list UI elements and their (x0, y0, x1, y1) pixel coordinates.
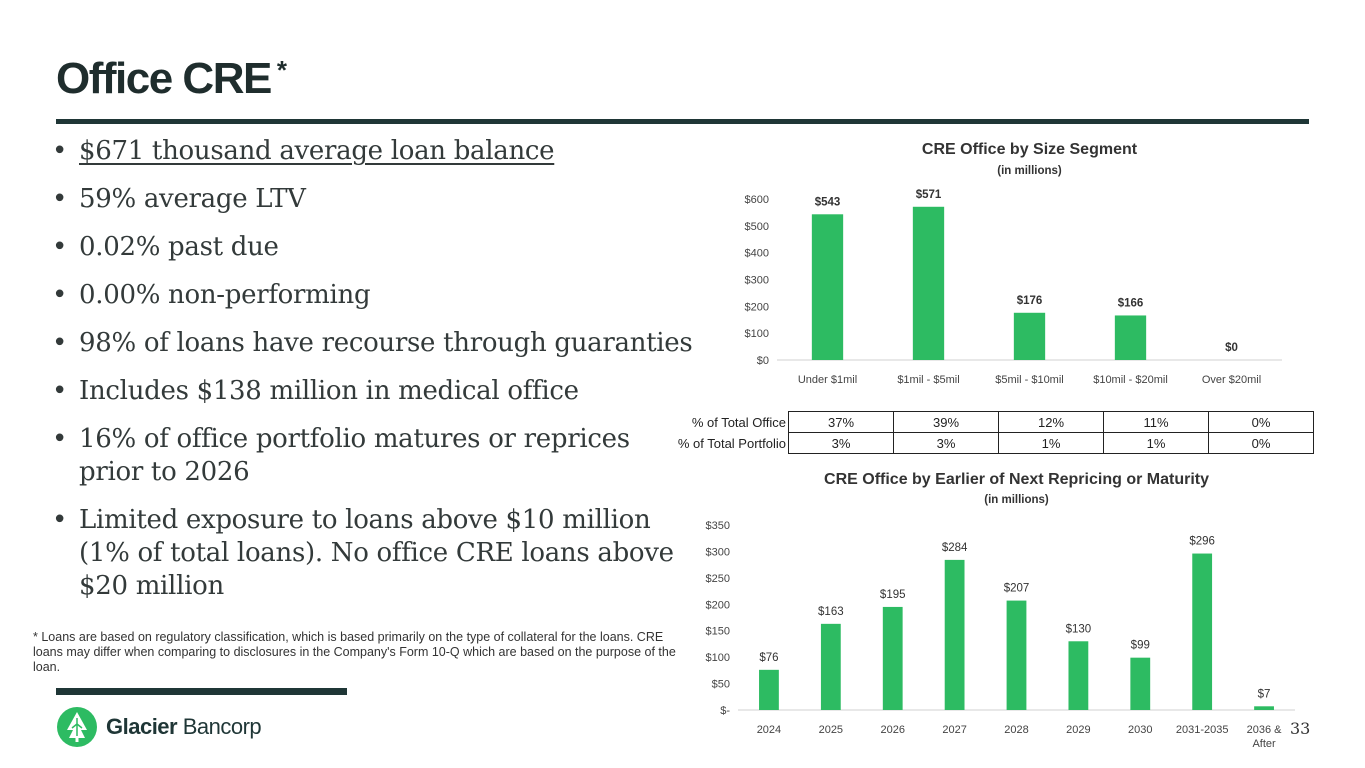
y-tick-label: $300 (705, 546, 730, 559)
percent-cell: 3% (789, 433, 894, 454)
y-tick-label: $600 (744, 194, 769, 206)
page-number: 33 (1290, 719, 1311, 738)
data-label: $163 (818, 605, 844, 618)
title-asterisk: * (276, 55, 286, 85)
bar (1254, 706, 1274, 710)
y-tick-label: $50 (711, 678, 730, 691)
y-tick-label: $400 (744, 247, 769, 260)
row-label: % of Total Office (691, 414, 786, 430)
bullet-item: • $671 thousand average loan balance (52, 135, 702, 168)
bullet-item: • 0.02% past due (52, 231, 702, 264)
footer-divider (56, 688, 347, 695)
y-tick-label: $250 (705, 572, 730, 585)
data-label: $176 (1016, 294, 1043, 307)
size-segment-chart (725, 135, 1285, 386)
chart-subtitle: (in millions) (997, 165, 1062, 177)
title-divider (56, 119, 1309, 124)
percent-cell: 0% (1209, 433, 1314, 454)
bar (812, 214, 843, 360)
x-tick-label: $5mil - $10mil (995, 374, 1064, 386)
x-tick-label: 2031-2035 (1175, 724, 1229, 736)
x-tick-label: 2030 (1128, 724, 1153, 736)
bar (1007, 601, 1027, 710)
data-label: $7 (1257, 688, 1271, 701)
percent-cell: 11% (1104, 412, 1209, 433)
data-label: $130 (1065, 623, 1092, 636)
x-tick-label: 2029 (1066, 724, 1091, 736)
page-title (56, 54, 285, 104)
company-logo (56, 705, 261, 749)
data-label: $166 (1117, 297, 1144, 310)
logo-wordmark (106, 714, 261, 740)
bar (759, 670, 779, 710)
chart-title: CRE Office by Size Segment (921, 141, 1138, 158)
y-tick-label: $- (720, 705, 730, 717)
bullet-item: • 16% of office portfolio matures or reprices prior to 2026 (52, 423, 639, 489)
x-tick-label: Over $20mil (1201, 374, 1262, 386)
percent-cell: 0% (1209, 412, 1314, 433)
percent-cell: 3% (894, 433, 999, 454)
x-tick-label: 2027 (942, 724, 967, 736)
bullet-item: • 98% of loans have recourse through guaranties (52, 327, 702, 360)
data-label: $296 (1189, 535, 1215, 548)
page-title-text: Office CRE (56, 54, 271, 103)
bar (1130, 658, 1150, 710)
chart-subtitle: (in millions) (984, 494, 1049, 506)
bar (1014, 313, 1045, 360)
bullet-item: • Limited exposure to loans above $10 million (1% of total loans). No office CRE loans above $20 million (52, 504, 679, 603)
glacier-logo-icon (56, 706, 98, 748)
repricing-maturity-chart (690, 465, 1300, 755)
x-tick-label: 2026 (880, 724, 905, 736)
bullet-item: • Includes $138 million in medical office (52, 375, 702, 408)
bullet-item: • 0.00% non-performing (52, 279, 702, 312)
percent-cell: 1% (999, 433, 1104, 454)
percent-cell: 37% (789, 412, 894, 433)
percent-cell: 39% (894, 412, 999, 433)
data-label: $284 (941, 541, 968, 554)
data-label: $76 (759, 651, 779, 664)
y-tick-label: $100 (744, 328, 769, 341)
data-label: $543 (814, 196, 841, 209)
bar (1068, 641, 1088, 710)
y-tick-label: $200 (744, 301, 769, 314)
bar (1192, 554, 1212, 710)
data-label: $571 (915, 188, 942, 201)
data-label: $0 (1225, 342, 1238, 354)
x-tick-label: 2025 (818, 724, 844, 736)
percent-cell: 12% (999, 412, 1104, 433)
y-tick-label: $150 (705, 625, 730, 638)
bar (913, 207, 944, 360)
y-tick-label: $300 (744, 274, 769, 287)
y-tick-label: $0 (756, 355, 769, 367)
logo-name-light: Bancorp (177, 714, 262, 739)
x-tick-label: 2036 & After (1246, 724, 1282, 750)
logo-name-bold: Glacier (106, 714, 178, 739)
row-label: % of Total Portfolio (677, 435, 786, 451)
x-tick-label: 2024 (756, 724, 782, 736)
data-label: $195 (879, 588, 906, 601)
bar (945, 560, 965, 710)
x-tick-label: $10mil - $20mil (1093, 374, 1168, 386)
x-tick-label: $1mil - $5mil (897, 374, 960, 386)
bar (883, 607, 903, 710)
bar (1115, 315, 1146, 360)
percent-cell: 1% (1104, 433, 1209, 454)
percent-row (656, 433, 1314, 454)
data-label: $207 (1003, 582, 1030, 595)
y-tick-label: $500 (744, 220, 769, 233)
percent-row (656, 412, 1314, 433)
bar (821, 624, 841, 710)
x-tick-label: 2028 (1004, 724, 1029, 736)
bullet-list (52, 135, 702, 618)
bullet-item: • 59% average LTV (52, 183, 702, 216)
chart-title: CRE Office by Earlier of Next Repricing or Maturity (824, 471, 1209, 488)
y-tick-label: $350 (705, 520, 730, 532)
y-tick-label: $100 (705, 652, 730, 665)
percent-table (656, 411, 1314, 454)
footnote: * Loans are based on regulatory classification, which is based primarily on the type of collateral for the loans. CRE loans may differ when comparing to disclosures in the Company's Form 10-Q which are based on the purpose of the loan. (33, 630, 676, 674)
x-tick-label: Under $1mil (797, 374, 858, 386)
data-label: $99 (1130, 639, 1150, 652)
y-tick-label: $200 (705, 599, 730, 612)
